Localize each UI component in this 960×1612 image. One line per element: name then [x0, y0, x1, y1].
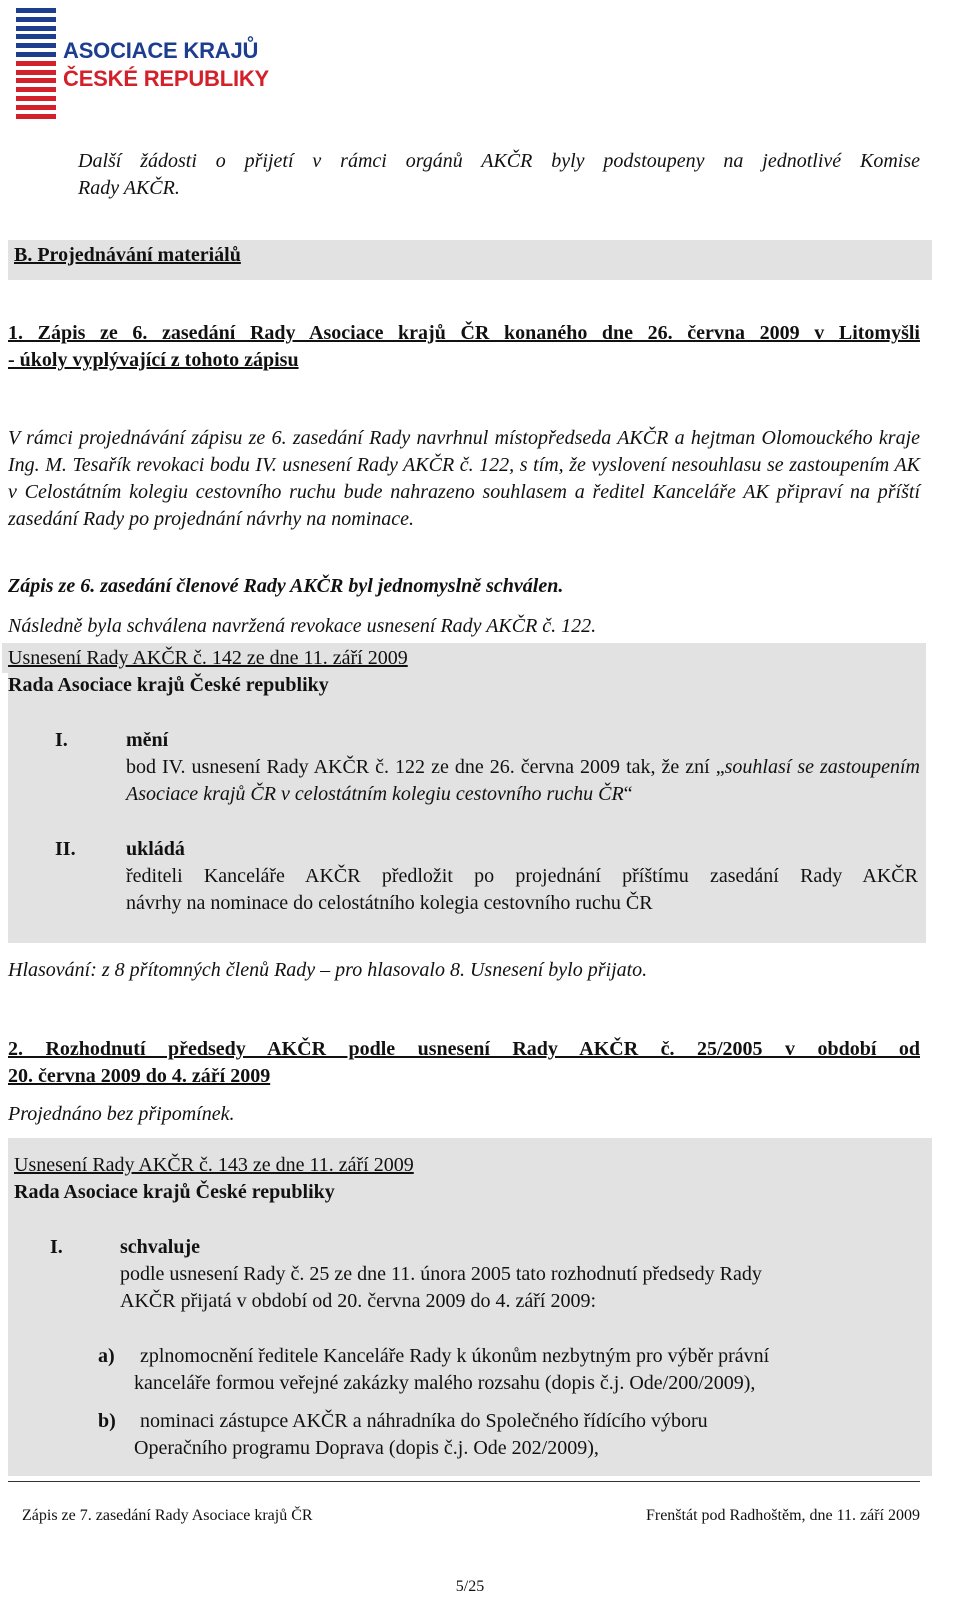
logo-stripes-icon	[16, 8, 56, 128]
logo-line1: ASOCIACE KRAJŮ	[63, 38, 259, 63]
item1-revocation: Následně byla schválena navržená revokace usnesení Rady AKČR č. 122.	[8, 615, 597, 637]
item1-approved: Zápis ze 6. zasedání členové Rady AKČR byl jednomyslně schválen.	[8, 575, 564, 597]
resolution-143-subitem-a-line1: zplnomocnění ředitele Kanceláře Rady k úkonům nezbytným pro výběr právní	[140, 1345, 770, 1367]
resolution-143-subitem-b-line1: nominaci zástupce AKČR a náhradníka do Společného řídícího výboru	[140, 1410, 708, 1432]
resolution-142-point1-text: bod IV. usnesení Rady AKČR č. 122 ze dne 26. června 2009 tak, že zní „souhlasí se zastoupením Asociace krajů ČR v celostátním kolegiu cestovního ruchu ČR“	[126, 756, 920, 805]
resolution-143-subitem-b-label: b)	[98, 1410, 116, 1432]
resolution-142-point2-num: II.	[55, 838, 76, 860]
logo	[8, 8, 278, 124]
resolution-142-point2-line1: řediteli Kanceláře AKČR předložit po projednání příštímu zasedání Rady AKČR	[126, 865, 918, 887]
item2-note: Projednáno bez připomínek.	[8, 1103, 235, 1125]
footer-divider	[8, 1481, 920, 1482]
item1-heading-line2: - úkoly vyplývající z tohoto zápisu	[8, 349, 299, 371]
resolution-142-point1-verb: mění	[126, 729, 169, 751]
item2-heading-line2: 20. června 2009 do 4. září 2009	[8, 1065, 271, 1087]
resolution-142-point1-num: I.	[55, 729, 68, 751]
resolution-143-point-verb: schvaluje	[120, 1236, 200, 1258]
footer-left: Zápis ze 7. zasedání Rady Asociace krajů ČR	[22, 1507, 313, 1524]
resolution-142-title: Usnesení Rady AKČR č. 142 ze dne 11. září 2009	[8, 647, 408, 669]
resolution-143-point-num: I.	[50, 1236, 63, 1258]
resolution-143-subitem-a-line2: kanceláře formou veřejné zakázky malého rozsahu (dopis č.j. Ode/200/2009),	[134, 1372, 756, 1394]
resolution-143-point-line2: AKČR přijatá v období od 20. června 2009 do 4. září 2009:	[120, 1290, 597, 1312]
resolution-142-body: Rada Asociace krajů České republiky	[8, 674, 329, 696]
page-number: 5/25	[455, 1578, 485, 1595]
section-b-band	[8, 240, 932, 280]
intro-line1: Další žádosti o přijetí v rámci orgánů AKČR byly podstoupeny na jednotlivé Komise	[78, 150, 920, 172]
vote-142: Hlasování: z 8 přítomných členů Rady – pro hlasovalo 8. Usnesení bylo přijato.	[8, 959, 648, 981]
resolution-142-point2-line2: návrhy na nominace do celostátního kolegia cestovního ruchu ČR	[126, 892, 653, 914]
resolution-143-subitem-a-label: a)	[98, 1345, 115, 1367]
resolution-143-point-line1: podle usnesení Rady č. 25 ze dne 11. února 2005 tato rozhodnutí předsedy Rady	[120, 1263, 762, 1285]
item1-paragraph: V rámci projednávání zápisu ze 6. zasedání Rady navrhnul místopředseda AKČR a hejtman Olomouckého kraje Ing. M. Tesařík revokaci bodu IV. usnesení Rady AKČR č. 122, s tím, že vyslovení nesouhlasu se zastoupením AK v Celostátním kolegiu cestovního ruchu bude nahrazeno souhlasem a ředitel Kanceláře AK připraví na příští zasedání Rady po projednání návrhy na nominace.	[8, 427, 920, 530]
logo-line2: ČESKÉ REPUBLIKY	[63, 66, 270, 91]
item1-heading-line1: 1. Zápis ze 6. zasedání Rady Asociace krajů ČR konaného dne 26. června 2009 v Litomyšli	[8, 322, 920, 344]
resolution-143-body: Rada Asociace krajů České republiky	[14, 1181, 335, 1203]
item2-heading-line1: 2. Rozhodnutí předsedy AKČR podle usnesení Rady AKČR č. 25/2005 v období od	[8, 1038, 920, 1060]
intro-line2: Rady AKČR.	[78, 177, 180, 199]
section-b-heading: B. Projednávání materiálů	[14, 244, 241, 266]
footer-right: Frenštát pod Radhoštěm, dne 11. září 2009	[645, 1507, 920, 1524]
resolution-143-title: Usnesení Rady AKČR č. 143 ze dne 11. září 2009	[14, 1154, 414, 1176]
resolution-143-subitem-b-line2: Operačního programu Doprava (dopis č.j. Ode 202/2009),	[134, 1437, 599, 1459]
resolution-142-point2-verb: ukládá	[126, 838, 185, 860]
